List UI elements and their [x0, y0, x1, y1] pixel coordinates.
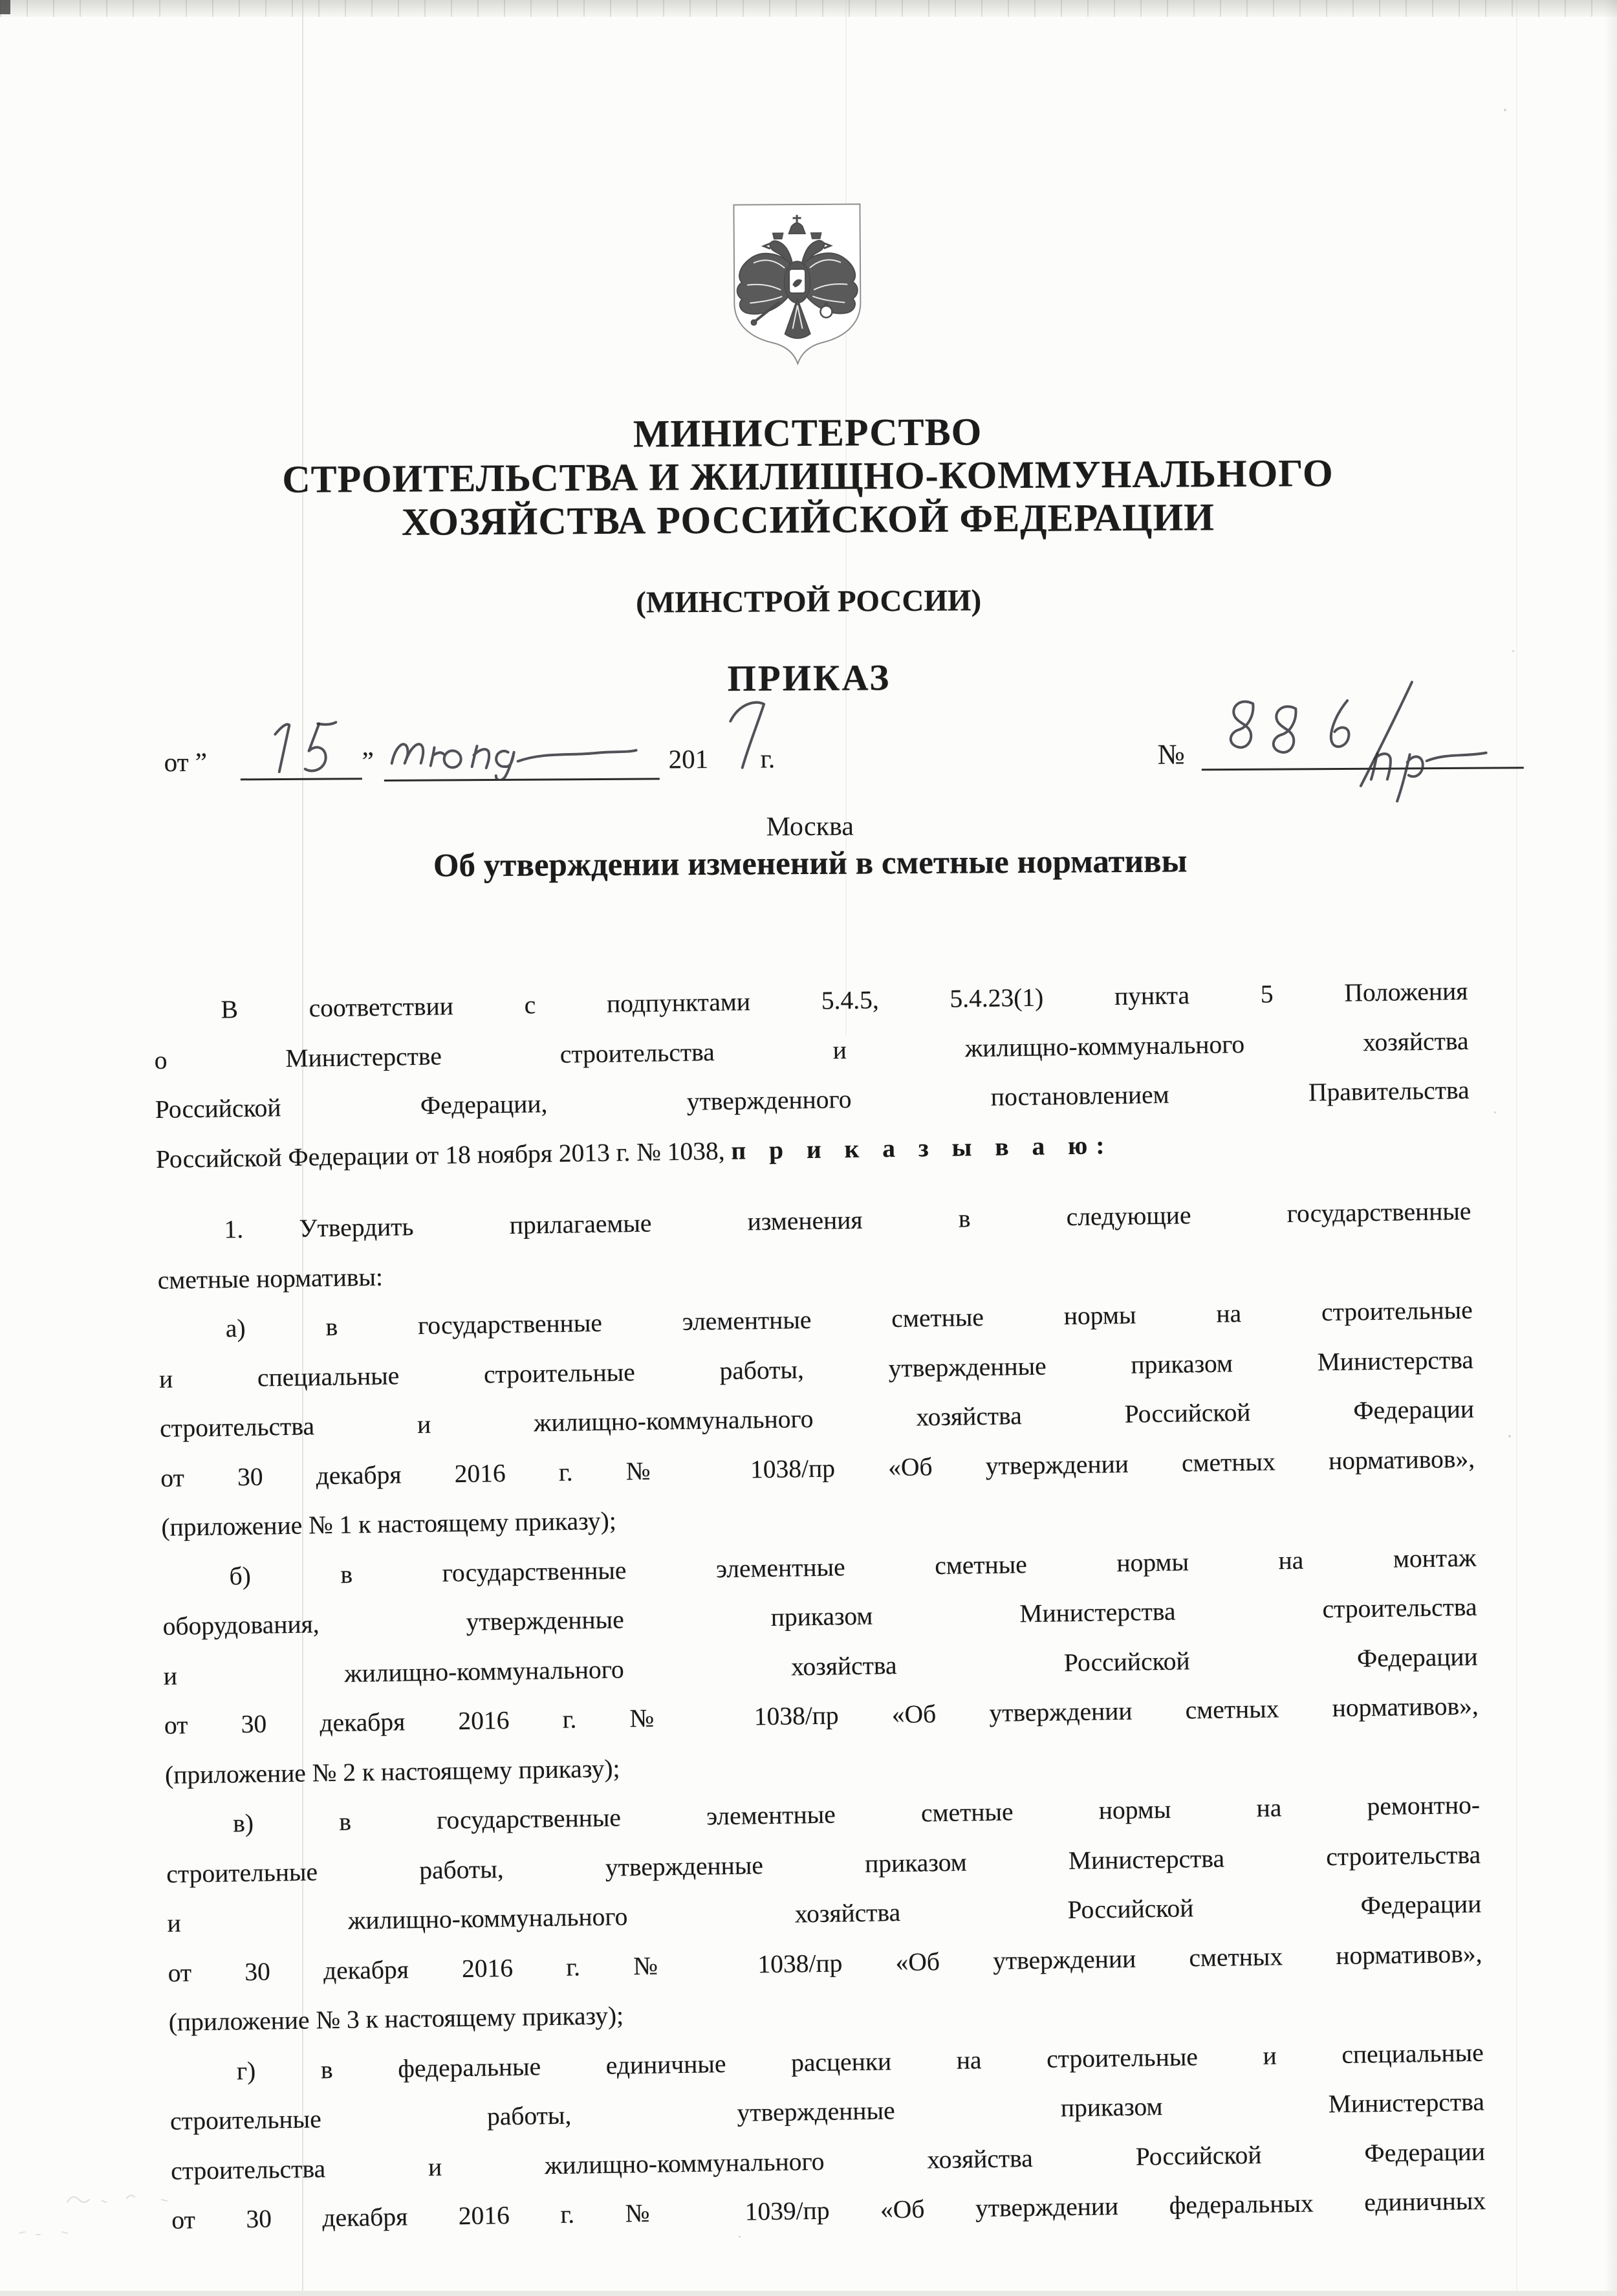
handwritten-month: [385, 710, 660, 782]
body-line-text: Российской Федерации от 18 ноября 2013 г. № 1038,: [155, 1136, 732, 1174]
scan-smudge: [17, 2224, 94, 2240]
document-subject: Об утверждении изменений в сметные нормативы: [433, 843, 1188, 884]
body-line: (приложение № 2 к настоящему приказу);: [164, 1753, 620, 1789]
body-line: строительства и жилищно-коммунального хозяйства Российской Федерации: [170, 2137, 1486, 2185]
dateline-year-printed: 201: [668, 743, 709, 774]
ministry-name-line: ХОЗЯЙСТВА РОССИЙСКОЙ ФЕДЕРАЦИИ: [401, 496, 1215, 543]
scan-speck: [1504, 109, 1506, 111]
ministry-name-line: МИНИСТЕРСТВО: [633, 410, 982, 455]
dateline-year-suffix: г.: [760, 743, 776, 774]
ministry-short-name: (МИНСТРОЙ РОССИИ): [636, 584, 982, 620]
body-line: сметные нормативы:: [157, 1262, 384, 1295]
body-line: от 30 декабря 2016 г. № 1038/пр «Об утверждении сметных нормативов»,: [164, 1691, 1479, 1740]
document-number-sign: №: [1157, 738, 1185, 771]
body-line: и жилищно-коммунального хозяйства Российской Федерации: [167, 1889, 1482, 1938]
body-line: от 30 декабря 2016 г. № 1039/пр «Об утверждении федеральных единичных: [171, 2186, 1486, 2235]
body-line: оборудования, утвержденные приказом Министерства строительства: [162, 1592, 1477, 1641]
body-line: (приложение № 3 к настоящему приказу);: [168, 2001, 624, 2037]
body-line: строительные работы, утвержденные приказом Министерства: [169, 2087, 1485, 2136]
scan-speck: [1494, 1111, 1496, 1113]
ministry-name-line: СТРОИТЕЛЬСТВА И ЖИЛИЩНО-КОММУНАЛЬНОГО: [282, 452, 1334, 501]
body-line-text: Утвердить прилагаемые изменения в следующие государственные: [299, 1196, 1471, 1243]
document-location: Москва: [766, 811, 854, 842]
handwritten-document-number: [1204, 676, 1528, 804]
body-line: от 30 декабря 2016 г. № 1038/пр «Об утверждении сметных нормативов»,: [168, 1939, 1482, 1987]
dateline-from-label: от ”: [164, 747, 208, 778]
body-line: (приложение № 1 к настоящему приказу);: [161, 1506, 617, 1542]
body-line: о Министерстве строительства и жилищно-коммунального хозяйства: [154, 1026, 1469, 1075]
body-line: г) в федеральные единичные расценки на строительные и специальные: [236, 2038, 1484, 2085]
body-line: в) в государственные элементные сметные нормы на ремонтно-: [232, 1790, 1481, 1838]
handwritten-year-digit: [725, 694, 781, 777]
document-header: [0, 0, 1617, 943]
scan-speck: [739, 2236, 741, 2238]
body-line: строительства и жилищно-коммунального хозяйства Российской Федерации: [159, 1394, 1475, 1443]
double-headed-eagle-icon: [727, 200, 867, 367]
body-line: и специальные строительные работы, утвержденные приказом Министерства: [158, 1345, 1474, 1394]
body-line: б) в государственные элементные сметные нормы на монтаж: [229, 1543, 1477, 1590]
ministry-name: [0, 406, 1617, 546]
body-line: а) в государственные элементные сметные нормы на строительные: [225, 1295, 1473, 1343]
prikazyvayu-emphasis: п р и к а з ы в а ю:: [731, 1130, 1113, 1165]
body-line: и жилищно-коммунального хозяйства Российской Федерации: [163, 1642, 1478, 1690]
list-number: 1.: [224, 1214, 244, 1244]
scan-edge-shadow: [0, 2291, 1617, 2296]
document-body: [153, 967, 1486, 2245]
body-line: строительные работы, утвержденные приказом Министерства строительства: [166, 1840, 1481, 1888]
body-line: В соответствии с подпунктами 5.4.5, 5.4.23(1) пункта 5 Положения: [221, 976, 1468, 1024]
handwritten-day: [241, 714, 362, 780]
russia-coat-of-arms: [727, 200, 867, 367]
scan-smudge: [65, 2187, 194, 2210]
document-type-title: ПРИКАЗ: [727, 657, 891, 699]
body-line: Российской Федерации, утвержденного постановлением Правительства: [155, 1075, 1470, 1124]
dateline-closing-quote: ”: [362, 746, 374, 776]
scan-speck: [1512, 650, 1514, 652]
scan-speck: [1508, 1435, 1511, 1438]
body-line: от 30 декабря 2016 г. № 1038/пр «Об утверждении сметных нормативов»,: [160, 1444, 1475, 1492]
